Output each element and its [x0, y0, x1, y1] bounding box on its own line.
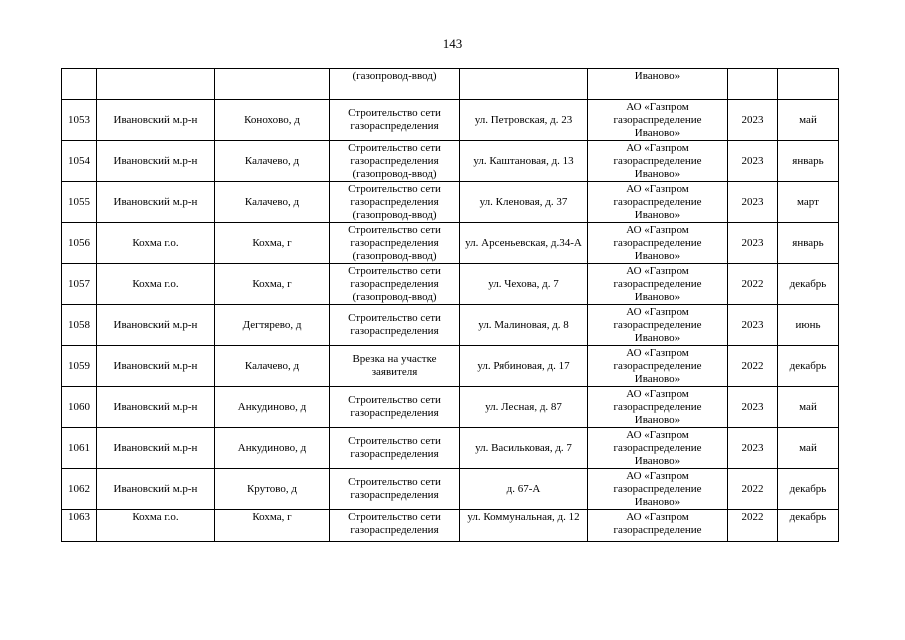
cell-month: июнь: [778, 305, 839, 346]
cell-month: декабрь: [778, 346, 839, 387]
cell-year: 2023: [728, 223, 778, 264]
cell-num: 1063: [62, 510, 97, 542]
table-row: [62, 223, 839, 264]
cell-org: АО «Газпром газораспределение Иваново»: [588, 428, 728, 469]
cell-org: АО «Газпром газораспределение Иваново»: [588, 346, 728, 387]
cell-year: 2023: [728, 428, 778, 469]
cell-settlement: Кохма, г: [215, 223, 330, 264]
cell-district: Ивановский м.р-н: [97, 346, 215, 387]
cell-work: Строительство сети газораспределения: [330, 469, 460, 510]
cell-address: ул. Васильковая, д. 7: [460, 428, 588, 469]
cell-org: АО «Газпром газораспределение: [588, 510, 728, 542]
cell-org: АО «Газпром газораспределение Иваново»: [588, 223, 728, 264]
cell-num: 1055: [62, 182, 97, 223]
table-row: [62, 469, 839, 510]
cell-year: 2022: [728, 469, 778, 510]
table-row: [62, 346, 839, 387]
cell-settlement: Анкудиново, д: [215, 387, 330, 428]
continuation-row: [62, 69, 839, 100]
table-row: [62, 305, 839, 346]
table-body: [62, 69, 839, 542]
cell-settlement: Анкудиново, д: [215, 428, 330, 469]
cell-address: ул. Малиновая, д. 8: [460, 305, 588, 346]
cell-org: АО «Газпром газораспределение Иваново»: [588, 469, 728, 510]
cell-month: май: [778, 428, 839, 469]
cell-month: май: [778, 387, 839, 428]
cell-work: Строительство сети газораспределения (газопровод-ввод): [330, 264, 460, 305]
cell-year: [728, 69, 778, 100]
cell-work: Строительство сети газораспределения (газопровод-ввод): [330, 223, 460, 264]
table-row: [62, 264, 839, 305]
cell-month: [778, 69, 839, 100]
cell-year: 2023: [728, 182, 778, 223]
cell-address: д. 67-А: [460, 469, 588, 510]
cell-month: декабрь: [778, 510, 839, 542]
cell-district: Кохма г.о.: [97, 510, 215, 542]
cell-year: 2023: [728, 141, 778, 182]
cell-district: Ивановский м.р-н: [97, 387, 215, 428]
cell-settlement: Кохма, г: [215, 510, 330, 542]
cell-year: 2023: [728, 305, 778, 346]
cell-work: Строительство сети газораспределения: [330, 510, 460, 542]
cell-district: Ивановский м.р-н: [97, 428, 215, 469]
cell-num: 1058: [62, 305, 97, 346]
cell-settlement: Крутово, д: [215, 469, 330, 510]
cell-district: Ивановский м.р-н: [97, 469, 215, 510]
cell-settlement: Калачево, д: [215, 346, 330, 387]
cell-work: Строительство сети газораспределения: [330, 305, 460, 346]
cell-month: май: [778, 100, 839, 141]
cell-work: Строительство сети газораспределения: [330, 100, 460, 141]
cell-year: 2022: [728, 346, 778, 387]
cell-district: Ивановский м.р-н: [97, 182, 215, 223]
cell-month: декабрь: [778, 469, 839, 510]
cell-settlement: Дегтярево, д: [215, 305, 330, 346]
table-row: [62, 100, 839, 141]
cell-num: 1056: [62, 223, 97, 264]
cell-work: Врезка на участке заявителя: [330, 346, 460, 387]
page-number: 143: [442, 36, 463, 51]
cell-month: март: [778, 182, 839, 223]
cell-num: [62, 69, 97, 100]
cell-district: [97, 69, 215, 100]
cell-year: 2022: [728, 510, 778, 542]
table-row: [62, 387, 839, 428]
table-row: [62, 428, 839, 469]
cell-district: Ивановский м.р-н: [97, 100, 215, 141]
cell-org: АО «Газпром газораспределение Иваново»: [588, 100, 728, 141]
cell-district: Кохма г.о.: [97, 264, 215, 305]
cell-org: АО «Газпром газораспределение Иваново»: [588, 141, 728, 182]
cell-address: ул. Петровская, д. 23: [460, 100, 588, 141]
cell-org: АО «Газпром газораспределение Иваново»: [588, 305, 728, 346]
table-row: [62, 182, 839, 223]
cell-year: 2023: [728, 100, 778, 141]
cell-settlement: Кохма, г: [215, 264, 330, 305]
cell-num: 1054: [62, 141, 97, 182]
cell-settlement: Конохово, д: [215, 100, 330, 141]
cell-num: 1059: [62, 346, 97, 387]
cell-district: Ивановский м.р-н: [97, 305, 215, 346]
cell-org: АО «Газпром газораспределение Иваново»: [588, 182, 728, 223]
cell-num: 1057: [62, 264, 97, 305]
cell-work: Строительство сети газораспределения: [330, 387, 460, 428]
cell-address: ул. Арсеньевская, д.34-А: [460, 223, 588, 264]
cell-month: декабрь: [778, 264, 839, 305]
cell-month: январь: [778, 223, 839, 264]
cell-address: ул. Чехова, д. 7: [460, 264, 588, 305]
cell-work: Строительство сети газораспределения: [330, 428, 460, 469]
cell-year: 2023: [728, 387, 778, 428]
cell-work: Строительство сети газораспределения (газопровод-ввод): [330, 182, 460, 223]
cell-settlement: Калачево, д: [215, 182, 330, 223]
cell-work: (газопровод-ввод): [330, 69, 460, 100]
cell-district: Кохма г.о.: [97, 223, 215, 264]
cell-address: [460, 69, 588, 100]
cell-num: 1062: [62, 469, 97, 510]
cell-address: ул. Лесная, д. 87: [460, 387, 588, 428]
cell-num: 1053: [62, 100, 97, 141]
cell-org: Иваново»: [588, 69, 728, 100]
cell-org: АО «Газпром газораспределение Иваново»: [588, 387, 728, 428]
table-row: [62, 510, 839, 542]
cell-month: январь: [778, 141, 839, 182]
cell-year: 2022: [728, 264, 778, 305]
cell-address: ул. Рябиновая, д. 17: [460, 346, 588, 387]
cell-address: ул. Каштановая, д. 13: [460, 141, 588, 182]
cell-num: 1060: [62, 387, 97, 428]
cell-settlement: [215, 69, 330, 100]
cell-settlement: Калачево, д: [215, 141, 330, 182]
cell-work: Строительство сети газораспределения (газопровод-ввод): [330, 141, 460, 182]
gasification-table: [61, 68, 839, 542]
cell-district: Ивановский м.р-н: [97, 141, 215, 182]
cell-address: ул. Кленовая, д. 37: [460, 182, 588, 223]
cell-num: 1061: [62, 428, 97, 469]
cell-org: АО «Газпром газораспределение Иваново»: [588, 264, 728, 305]
cell-address: ул. Коммунальная, д. 12: [460, 510, 588, 542]
table-row: [62, 141, 839, 182]
